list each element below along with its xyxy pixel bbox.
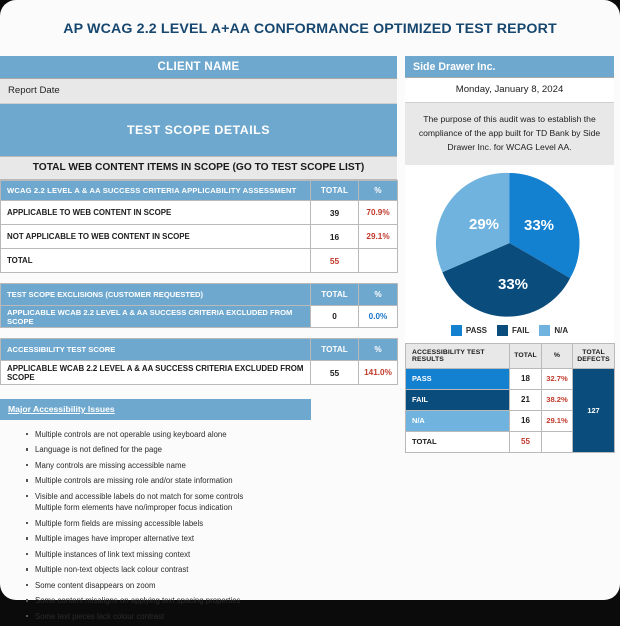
list-item: Some content disappears on zoom [26, 580, 267, 595]
list-item: Some content misaligns on applying text spacing properties [26, 595, 267, 610]
col-header-total: TOTAL [311, 339, 359, 361]
right-panel [405, 56, 614, 453]
total-items-in-scope-header[interactable]: TOTAL WEB CONTENT ITEMS IN SCOPE (GO TO TEST SCOPE LIST) [0, 156, 397, 180]
applicability-table [0, 180, 398, 273]
row-percent: 29.1% [359, 225, 398, 249]
col-header-total-defects [573, 343, 615, 368]
row-label: PASS [406, 368, 510, 389]
client-name-header: CLIENT NAME [0, 56, 397, 79]
row-total: 21 [510, 389, 542, 410]
table-header-row [406, 343, 615, 368]
row-percent: 29.1% [542, 410, 573, 431]
row-total: 39 [311, 201, 359, 225]
legend-item-pass [451, 325, 487, 336]
test-scope-details-header: TEST SCOPE DETAILS [0, 104, 397, 156]
pie-label-fail: 33% [497, 275, 529, 293]
pass-fail-pie-chart [405, 165, 614, 322]
report-date-value: Monday, January 8, 2024 [405, 78, 614, 103]
col-header-total: TOTAL [510, 343, 542, 368]
list-item: Multiple form fields are missing accessible labels [26, 518, 267, 533]
list-item: Language is not defined for the page [26, 444, 267, 459]
legend-label-na: N/A [554, 325, 569, 335]
table-row [1, 201, 398, 225]
row-percent: 70.9% [359, 201, 398, 225]
table-header-row [1, 181, 398, 201]
row-label: APPLICABLE TO WEB CONTENT IN SCOPE [1, 201, 311, 225]
total-defects-value: 127 [573, 368, 615, 452]
col-header-results: ACCESSIBILITY TEST RESULTS [406, 343, 510, 368]
legend-label-pass: PASS [465, 325, 488, 335]
pie-chart-legend [405, 322, 614, 343]
pie-label-pass: 33% [523, 216, 555, 234]
col-header-percent: % [359, 284, 398, 306]
test-score-table [0, 338, 398, 385]
left-panel [0, 56, 397, 626]
legend-swatch-fail-icon [497, 325, 508, 336]
row-label: FAIL [406, 389, 510, 410]
row-total: 55 [510, 431, 542, 452]
pie-chart-svg [407, 173, 612, 313]
row-label: APPLICABLE WCAB 2.2 LEVEL A & AA SUCCESS CRITERIA EXCLUDED FROM SCOPE [1, 306, 311, 328]
row-percent: 0.0% [359, 306, 398, 328]
major-issues-header[interactable] [0, 399, 311, 420]
row-percent: 32.7% [542, 368, 573, 389]
major-issues-list [0, 429, 397, 626]
client-name-value: Side Drawer Inc. [405, 56, 614, 78]
exclusions-table [0, 283, 398, 328]
legend-swatch-pass-icon [451, 325, 462, 336]
section-spacer [0, 273, 397, 283]
list-item: Multiple non-text objects lack colour contrast [26, 564, 267, 579]
row-label: TOTAL [406, 431, 510, 452]
legend-item-na [539, 325, 568, 336]
row-total: 55 [311, 249, 359, 273]
legend-item-fail [497, 325, 529, 336]
col-header-percent: % [359, 339, 398, 361]
list-item: Multiple images have improper alternative text [26, 533, 267, 548]
row-label: APPLICABLE WCAB 2.2 LEVEL A & AA SUCCESS CRITERIA EXCLUDED FROM SCOPE [1, 361, 311, 385]
col-header-total: TOTAL [311, 284, 359, 306]
legend-label-fail: FAIL [512, 325, 530, 335]
list-item: Multiple instances of link text missing context [26, 549, 267, 564]
col-header-percent: % [542, 343, 573, 368]
col-header-total: TOTAL [311, 181, 359, 201]
defects-header-line2: DEFECTS [577, 355, 610, 363]
section-spacer [0, 328, 397, 338]
row-label: NOT APPLICABLE TO WEB CONTENT IN SCOPE [1, 225, 311, 249]
report-date-label: Report Date [0, 79, 397, 104]
list-item: Visible and accessible labels do not match for some controls Multiple form elements have no/improper focus indication [26, 491, 267, 518]
legend-swatch-na-icon [539, 325, 550, 336]
defects-header-line1: TOTAL [582, 348, 605, 356]
row-percent [542, 431, 573, 452]
table-header-row [1, 284, 398, 306]
table-header-row [1, 339, 398, 361]
col-header-percent: % [359, 181, 398, 201]
row-percent [359, 249, 398, 273]
col-header-exclusions: TEST SCOPE EXCLISIONS (CUSTOMER REQUESTED) [1, 284, 311, 306]
major-issues-link[interactable]: Major Accessibility Issues [8, 404, 115, 414]
list-item: Multiple controls are missing role and/or state information [26, 475, 267, 490]
list-item: Many controls are missing accessible name [26, 460, 267, 475]
row-total: 55 [311, 361, 359, 385]
table-total-row [1, 249, 398, 273]
col-header-criteria: WCAG 2.2 LEVEL A & AA SUCCESS CRITERIA APPLICABILITY ASSESSMENT [1, 181, 311, 201]
col-header-test-score: ACCESSIBILITY TEST SCORE [1, 339, 311, 361]
table-row [1, 361, 398, 385]
row-percent: 38.2% [542, 389, 573, 410]
list-item: Some text pieces lack colour contrast [26, 611, 267, 626]
table-row [1, 306, 398, 328]
row-percent: 141.0% [359, 361, 398, 385]
table-row [1, 225, 398, 249]
list-item: Multiple controls are not operable using keyboard alone [26, 429, 267, 444]
pie-label-na: 29% [468, 215, 500, 233]
row-total: 0 [311, 306, 359, 328]
row-total: 16 [311, 225, 359, 249]
page-title: AP WCAG 2.2 LEVEL A+AA CONFORMANCE OPTIMIZED TEST REPORT [63, 21, 557, 37]
audit-purpose-text: The purpose of this audit was to establish the compliance of the app built for TD Bank by Side Drawer Inc. for WCAG Level AA. [405, 103, 614, 165]
accessibility-test-results-table [405, 343, 615, 453]
table-row-pass [406, 368, 615, 389]
row-label: N/A [406, 410, 510, 431]
row-total: 18 [510, 368, 542, 389]
row-label: TOTAL [1, 249, 311, 273]
row-total: 16 [510, 410, 542, 431]
